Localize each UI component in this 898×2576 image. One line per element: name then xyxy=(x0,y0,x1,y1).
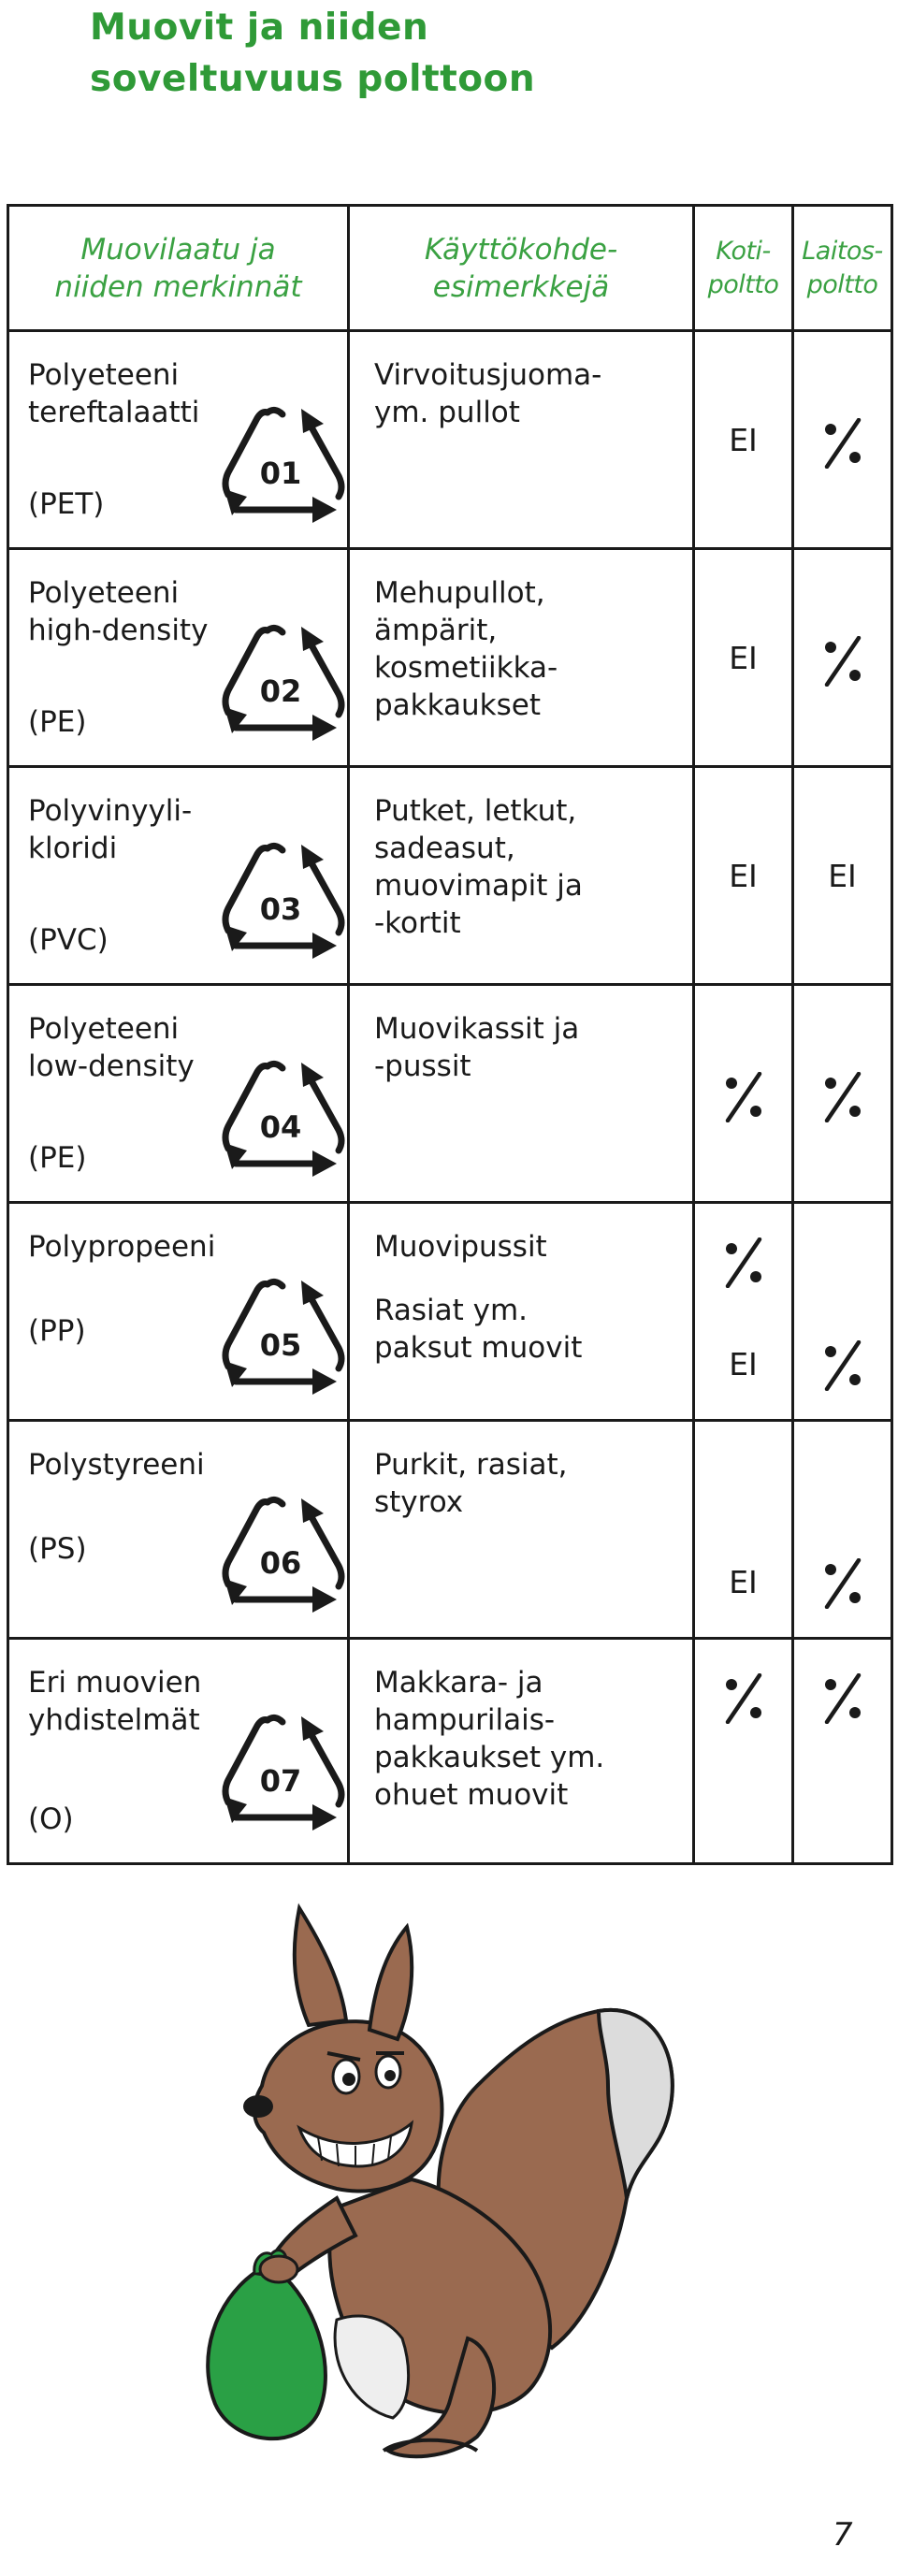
percent-sign-icon xyxy=(818,1673,868,1724)
percent-sign-icon xyxy=(718,1072,769,1122)
header-material: Muovilaatu ja niiden merkinnät xyxy=(8,206,349,331)
plant-burning-cell xyxy=(793,1421,892,1639)
home-burning-cell xyxy=(694,331,793,549)
material-abbreviation: (O) xyxy=(28,1802,74,1836)
table-row xyxy=(8,767,892,985)
uses-cell: Muovipussit Rasiat ym. paksut muovit xyxy=(349,1203,694,1421)
recycle-triangle-icon xyxy=(213,1271,348,1395)
resin-code: 01 xyxy=(259,456,302,491)
plant-burning-cell xyxy=(793,331,892,549)
home-burning-cell xyxy=(694,1639,793,1864)
material-abbreviation: (PVC) xyxy=(28,923,109,957)
not-allowed-text: EI xyxy=(729,858,758,894)
plastics-table xyxy=(7,204,893,1865)
resin-code: 03 xyxy=(259,891,302,927)
resin-code: 06 xyxy=(259,1545,302,1581)
header-plant-burning: Laitos- poltto xyxy=(793,206,892,331)
plant-burning-cell xyxy=(793,1639,892,1864)
percent-sign-icon xyxy=(818,418,868,469)
uses-cell: Makkara- ja hampurilais- pakkaukset ym. ohuet muovit xyxy=(349,1639,694,1864)
table-row xyxy=(8,1203,892,1421)
plant-burning-cell xyxy=(793,985,892,1203)
percent-sign-icon xyxy=(718,1237,769,1288)
page-title xyxy=(90,2,857,105)
not-allowed-text: EI xyxy=(729,422,758,458)
not-allowed-text: EI xyxy=(828,858,857,894)
home-burning-cell xyxy=(694,1203,793,1421)
plant-burning-cell xyxy=(793,767,892,985)
percent-sign-icon xyxy=(718,1673,769,1724)
not-allowed-text: EI xyxy=(729,1564,758,1600)
uses-cell: Muovikassit ja -pussit xyxy=(349,985,694,1203)
material-abbreviation: (PP) xyxy=(28,1314,86,1348)
recycle-triangle-icon xyxy=(213,617,348,741)
recycle-triangle-icon xyxy=(213,1489,348,1613)
home-burning-cell xyxy=(694,1421,793,1639)
squirrel-illustration xyxy=(196,1899,683,2479)
material-cell: Polystyreeni (PS) 06 xyxy=(8,1421,349,1639)
material-cell: Polyeteeni low-density (PE) 04 xyxy=(8,985,349,1203)
table-row xyxy=(8,549,892,767)
table-row xyxy=(8,1639,892,1864)
page-title-line-1: Muovit ja niiden xyxy=(90,7,429,49)
home-burning-cell xyxy=(694,985,793,1203)
material-abbreviation: (PET) xyxy=(28,487,105,521)
material-cell: Polyvinyyli- kloridi (PVC) 03 xyxy=(8,767,349,985)
recycle-triangle-icon xyxy=(213,1707,348,1831)
material-cell: Polyeteeni tereftalaatti (PET) 01 xyxy=(8,331,349,549)
header-uses: Käyttökohde- esimerkkejä xyxy=(349,206,694,331)
material-abbreviation: (PE) xyxy=(28,705,87,739)
percent-sign-icon xyxy=(818,1072,868,1122)
recycle-triangle-icon xyxy=(213,399,348,523)
table-row xyxy=(8,1421,892,1639)
recycle-triangle-icon xyxy=(213,1053,348,1177)
percent-sign-icon xyxy=(818,636,868,687)
material-cell: Eri muovien yhdistelmät (O) 07 xyxy=(8,1639,349,1864)
table-row xyxy=(8,985,892,1203)
table-row xyxy=(8,331,892,549)
table-header-row xyxy=(8,206,892,331)
home-burning-cell xyxy=(694,767,793,985)
plant-burning-cell xyxy=(793,549,892,767)
resin-code: 05 xyxy=(259,1327,302,1363)
uses-cell: Virvoitusjuoma- ym. pullot xyxy=(349,331,694,549)
percent-sign-icon xyxy=(818,1558,868,1609)
resin-code: 07 xyxy=(259,1763,302,1799)
resin-code: 02 xyxy=(259,673,302,709)
page-title-line-2: soveltuvuus polttoon xyxy=(90,58,536,100)
uses-cell: Putket, letkut, sadeasut, muovimapit ja -kortit xyxy=(349,767,694,985)
page-number: 7 xyxy=(833,2516,853,2554)
material-abbreviation: (PE) xyxy=(28,1141,87,1175)
material-cell: Polyeteeni high-density (PE) 02 xyxy=(8,549,349,767)
header-home-burning: Koti- poltto xyxy=(694,206,793,331)
percent-sign-icon xyxy=(818,1340,868,1391)
recycle-triangle-icon xyxy=(213,835,348,959)
plant-burning-cell xyxy=(793,1203,892,1421)
not-allowed-text: EI xyxy=(729,1346,758,1382)
material-abbreviation: (PS) xyxy=(28,1532,87,1566)
home-burning-cell xyxy=(694,549,793,767)
not-allowed-text: EI xyxy=(729,640,758,676)
material-cell: Polypropeeni (PP) 05 xyxy=(8,1203,349,1421)
uses-cell: Purkit, rasiat, styrox xyxy=(349,1421,694,1639)
resin-code: 04 xyxy=(259,1109,302,1145)
uses-cell: Mehupullot, ämpärit, kosmetiikka- pakkaukset xyxy=(349,549,694,767)
